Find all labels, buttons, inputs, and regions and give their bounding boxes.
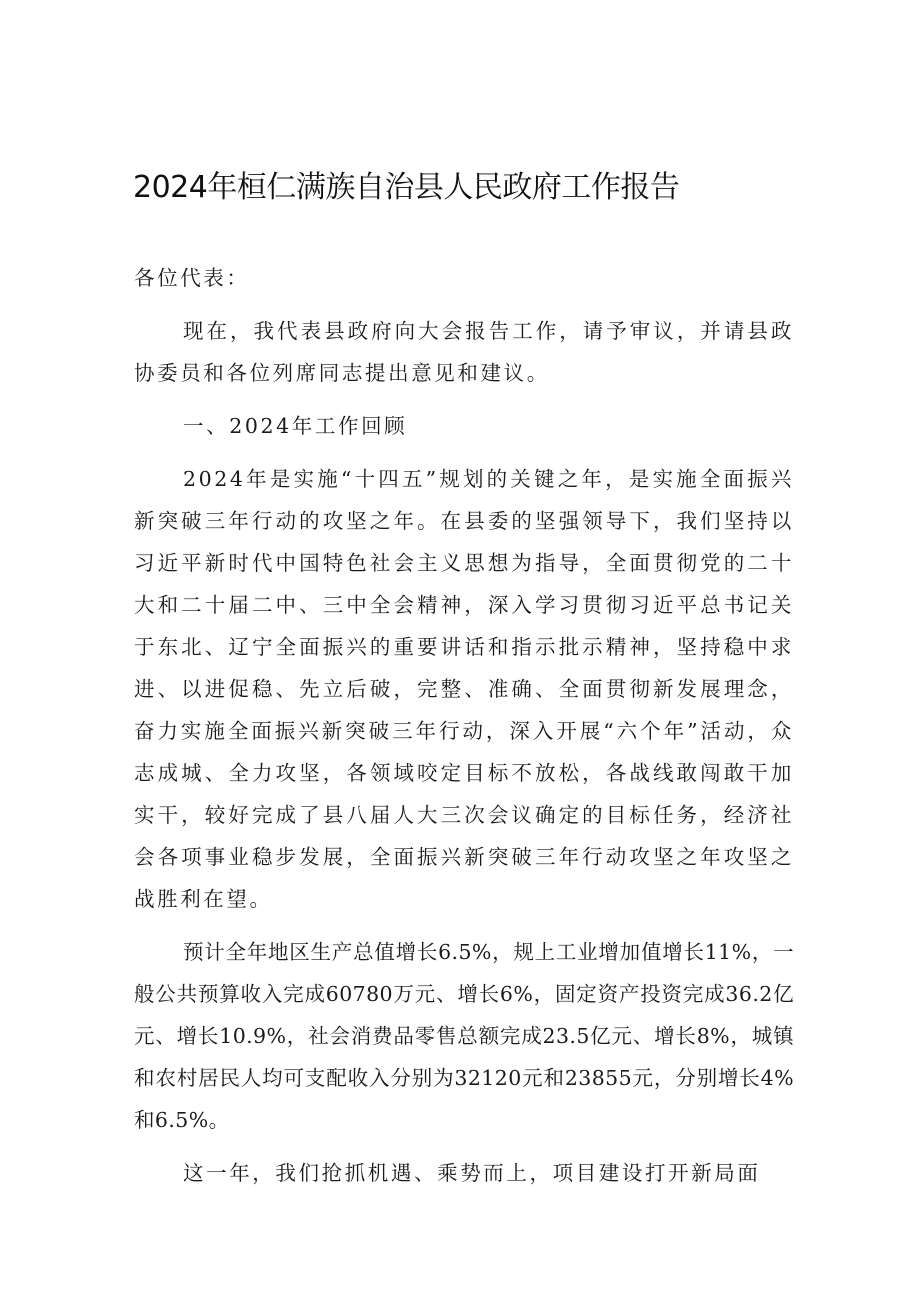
paragraph-review: 2024年是实施“十四五”规划的关键之年，是实施全面振兴新突破三年行动的攻坚之年。在县委的坚强领导下，我们坚持以习近平新时代中国特色社会主义思想为指导，全面贯彻党的二十大和二十届二中、三中全会精神，深入学习贯彻习近平总书记关于东北、辽宁全面振兴的重要讲话和指示批示精神，坚持稳中求进、以进促稳、先立后破，完整、准确、全面贯彻新发展理念，奋力实施全面振兴新突破三年行动，深入开展“六个年”活动，众志成城、全力攻坚，各领域咬定目标不放松，各战线敢闯敢干加实干，较好完成了县八届人大三次会议确定的目标任务，经济社会各项事业稳步发展，全面振兴新突破三年行动攻坚之年攻坚之战胜利在望。 <box>134 467 794 911</box>
paragraph-intro: 现在，我代表县政府向大会报告工作，请予审议，并请县政协委员和各位列席同志提出意见和建议。 <box>134 319 794 385</box>
document-body <box>134 257 794 1205</box>
paragraph-statistics: 预计全年地区生产总值增长6.5%，规上工业增加值增长11%，一般公共预算收入完成60780万元、增长6%，固定资产投资完成36.2亿元、增长10.9%，社会消费品零售总额完成23.5亿元、增长8%，城镇和农村居民人均可支配收入分别为32120元和23855元，分别增长4%和6.5%。 <box>134 940 794 1132</box>
page-title: 2024年桓仁满族自治县人民政府工作报告 <box>133 170 680 205</box>
section-heading: 一、2024年工作回顾 <box>183 414 408 438</box>
salutation: 各位代表： <box>134 266 250 290</box>
paragraph-projects: 这一年，我们抢抓机遇、乘势而上，项目建设打开新局面 <box>183 1161 761 1185</box>
